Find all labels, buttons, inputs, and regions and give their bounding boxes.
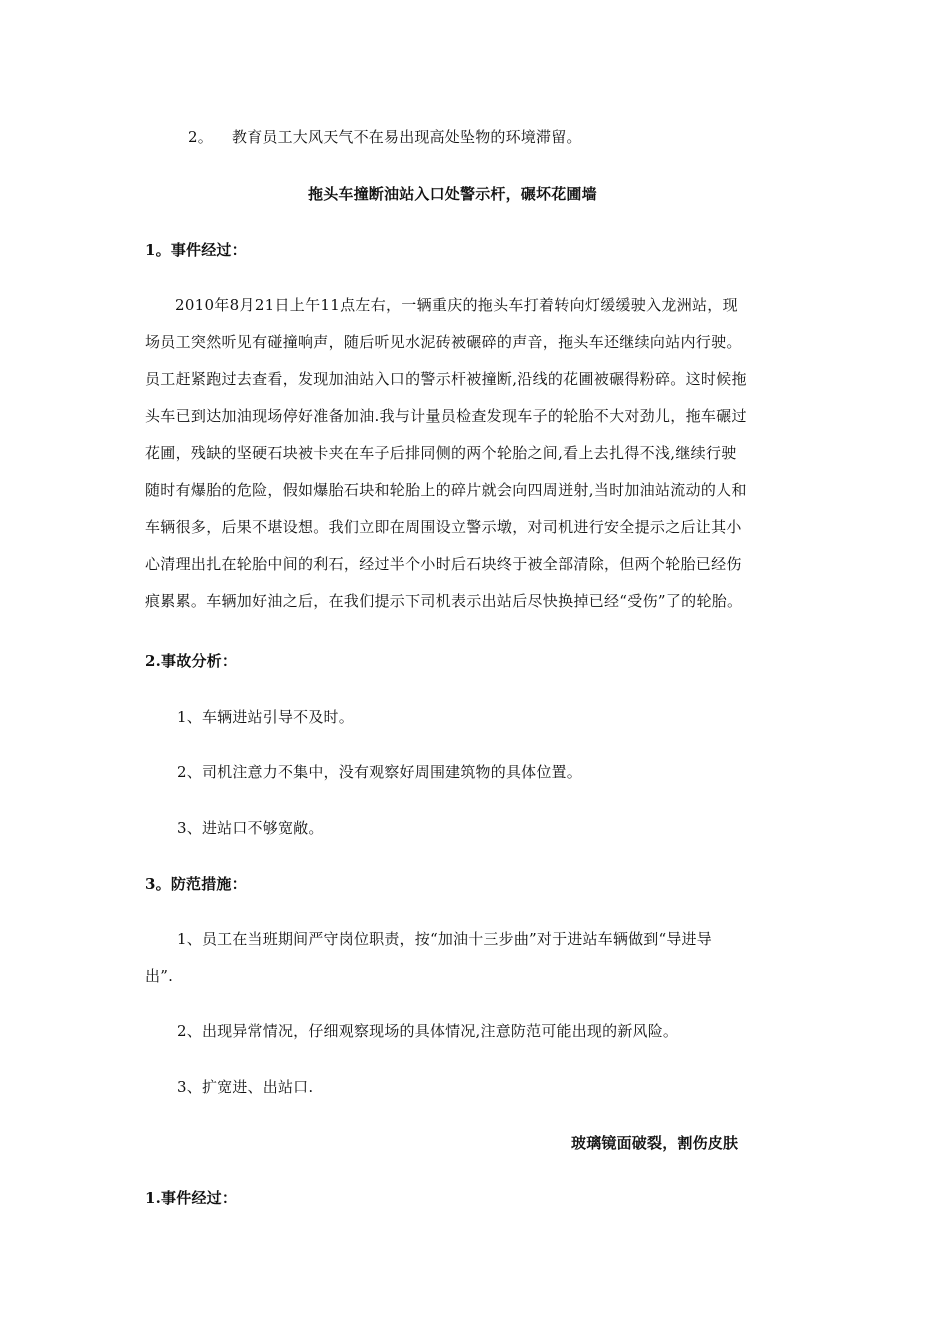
- top-item-number: 2。: [188, 128, 213, 146]
- paragraph-line: 头车已到达加油现场停好准备加油.我与计量员检查发现车子的轮胎不大对劲儿，拖车碾过: [145, 407, 747, 425]
- paragraph-line: 场员工突然听见有碰撞响声，随后听见水泥砖被碾碎的声音，拖头车还继续向站内行驶。: [145, 333, 742, 351]
- paragraph-line: 员工赶紧跑过去查看，发现加油站入口的警示杆被撞断,沿线的花圃被碾得粉碎。这时候拖: [145, 370, 747, 388]
- analysis-item: 3、进站口不够宽敞。: [177, 819, 324, 837]
- measures-item-3: 3、扩宽进、出站口.: [177, 1078, 314, 1096]
- measures-item-1-line-2: 出”.: [145, 967, 174, 985]
- paragraph-line: 痕累累。车辆加好油之后，在我们提示下司机表示出站后尽快换掉已经“受伤”了的轮胎。: [145, 592, 743, 610]
- section1-event-paragraph: [145, 292, 810, 622]
- analysis-item: 1、车辆进站引导不及时。: [177, 708, 354, 726]
- section1-analysis-heading: 2.事故分析：: [145, 652, 238, 670]
- top-item-text: 教育员工大风天气不在易出现高处坠物的环境滞留。: [232, 128, 582, 146]
- section2-event-heading: 1.事件经过：: [145, 1189, 238, 1207]
- paragraph-line: 随时有爆胎的危险，假如爆胎石块和轮胎上的碎片就会向四周迸射,当时加油站流动的人和: [145, 481, 747, 499]
- section1-measures-heading: 3。防范措施：: [145, 875, 247, 893]
- measures-item-2: 2、出现异常情况，仔细观察现场的具体情况,注意防范可能出现的新风险。: [177, 1022, 679, 1040]
- section1-title: 拖头车撞断油站入口处警示杆，碾坏花圃墙: [308, 185, 597, 203]
- measures-item-1-line-1: 1、员工在当班期间严守岗位职责，按“加油十三步曲”对于进站车辆做到“导进导: [177, 930, 712, 948]
- paragraph-line: 心清理出扎在轮胎中间的利石，经过半个小时后石块终于被全部清除，但两个轮胎已经伤: [145, 555, 742, 573]
- analysis-item: 2、司机注意力不集中，没有观察好周围建筑物的具体位置。: [177, 763, 582, 781]
- paragraph-line: 2010年8月21日上午11点左右，一辆重庆的拖头车打着转向灯缓缓驶入龙洲站，现: [175, 296, 738, 314]
- paragraph-line: 车辆很多，后果不堪设想。我们立即在周围设立警示墩，对司机进行安全提示之后让其小: [145, 518, 742, 536]
- section2-title: 玻璃镜面破裂，割伤皮肤: [571, 1134, 739, 1152]
- paragraph-line: 花圃，残缺的坚硬石块被卡夹在车子后排同侧的两个轮胎之间,看上去扎得不浅,继续行驶: [145, 444, 737, 462]
- section1-event-heading: 1。事件经过：: [145, 241, 247, 259]
